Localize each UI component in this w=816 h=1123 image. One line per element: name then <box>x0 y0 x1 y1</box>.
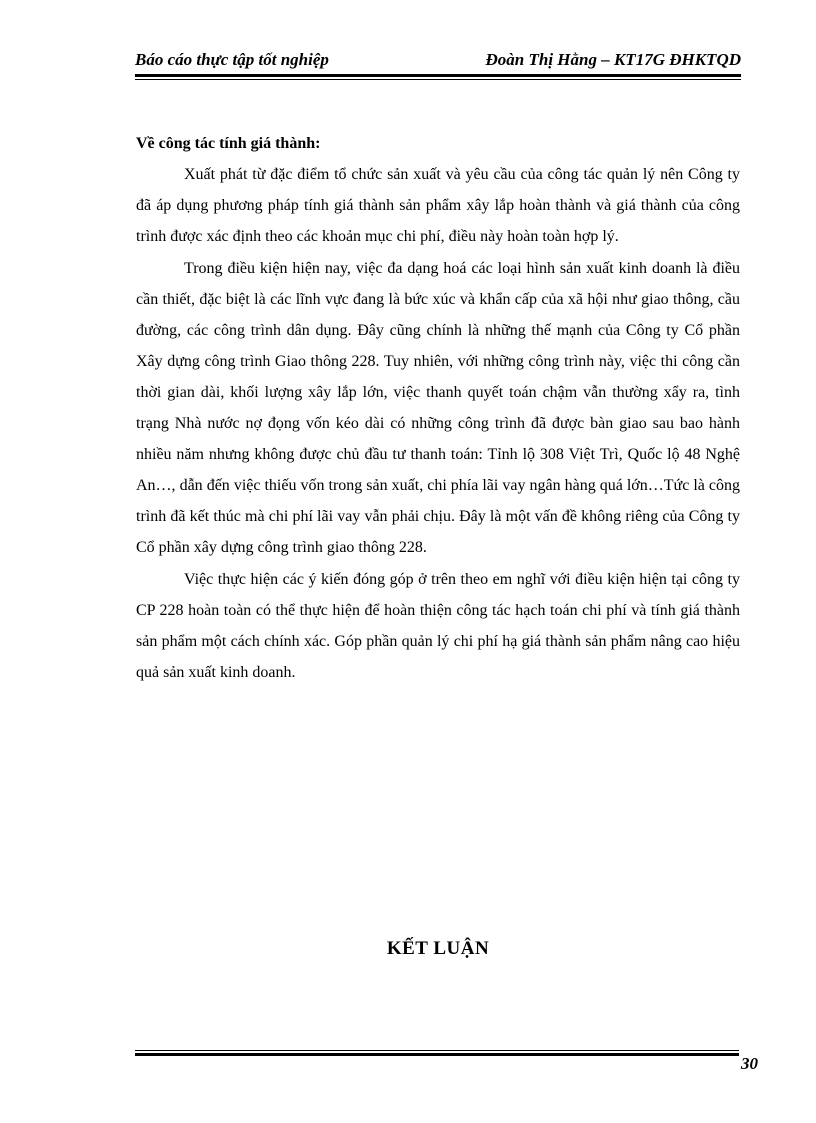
footer-rule-thick <box>135 1053 739 1056</box>
body-content <box>136 128 740 689</box>
paragraph: Xuất phát từ đặc điểm tổ chức sản xuất và yêu cầu của công tác quản lý nên Công ty đã áp dụng phương pháp tính giá thành sản phẩm xây lắp hoàn thành và giá thành của công trình được xác định theo các khoản mục chi phí, điều này hoàn toàn hợp lý. <box>136 166 740 245</box>
paragraph: Trong điều kiện hiện nay, việc đa dạng hoá các loại hình sản xuất kinh doanh là điều cần thiết, đặc biệt là các lĩnh vực đang là bức xúc và khẩn cấp của xã hội như giao thông, cầu đường, các công trình dân dụng. Đây cũng chính là những thế mạnh của Công ty Cổ phần Xây dựng công trình Giao thông 228. Tuy nhiên, với những công trình này, việc thi công cần thời gian dài, khối lượng xây lắp lớn, việc thanh quyết toán chậm vẫn thường xẩy ra, tình trạng Nhà nước nợ đọng vốn kéo dài có những công trình đã được bàn giao sau bao hành nhiều năm nhưng không được chủ đầu tư thanh toán: Tỉnh lộ 308 Việt Trì, Quốc lộ 48 Nghệ An…, dẫn đến việc thiếu vốn trong sản xuất, chi phía lãi vay ngân hàng quá lớn…Tức là công trình đã kết thúc mà chi phí lãi vay vẫn phải chịu. Đây là một vấn đề không riêng của Công ty Cổ phần xây dựng công trình giao thông 228. <box>136 260 740 556</box>
header-rule-thick <box>135 74 741 77</box>
page-header <box>135 50 741 72</box>
footer-rule-thin <box>135 1050 739 1051</box>
section-heading: Về công tác tính giá thành: <box>136 135 321 152</box>
conclusion-heading: KẾT LUẬN <box>386 938 490 959</box>
page-number: 30 <box>741 1054 758 1073</box>
paragraph: Việc thực hiện các ý kiến đóng góp ở trên theo em nghĩ với điều kiện hiện tại công ty CP 228 hoàn toàn có thể thực hiện để hoàn thiện công tác hạch toán chi phí và tính giá thành sản phẩm một cách chính xác. Góp phần quản lý chi phí hạ giá thành sản phẩm nâng cao hiệu quả sản xuất kinh doanh. <box>136 571 740 681</box>
header-rule-thin <box>135 79 741 80</box>
header-author: Đoàn Thị Hằng – KT17G ĐHKTQD <box>485 50 741 69</box>
header-report-title: Báo cáo thực tập tốt nghiệp <box>135 50 329 69</box>
